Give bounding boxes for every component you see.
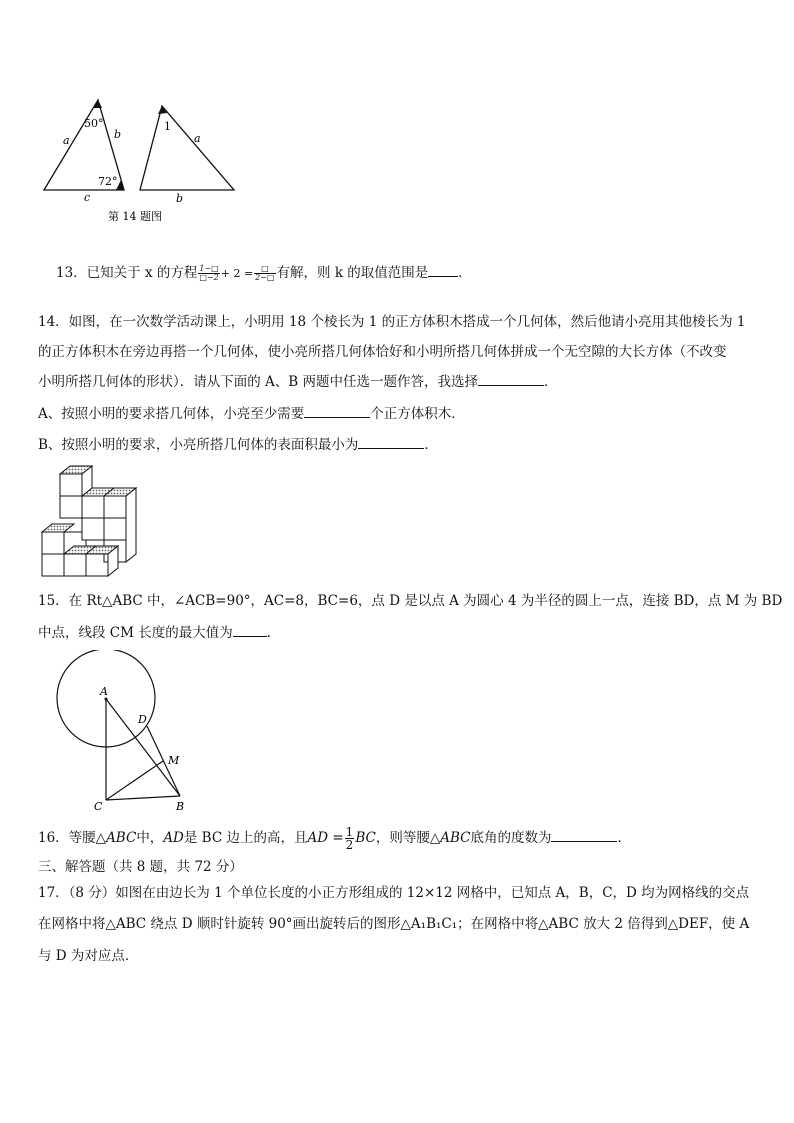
q14-line-2: 的正方体积木在旁边再搭一个几何体，使小亮所搭几何体恰好和小明所搭几何体拼成一个无空隙的大长方体（不改变 [38, 344, 727, 360]
q16-end: ． [617, 830, 631, 846]
cube-stack-figure [38, 462, 140, 580]
circle-triangle-figure [50, 650, 200, 816]
q13-fraction-1 [198, 265, 219, 282]
q13-plus2: + 2 = [220, 267, 254, 280]
q16-mid2: 是 BC 边上的高，且 [183, 830, 308, 846]
tri1-angle-right: 72° [98, 175, 118, 188]
q16-half [345, 826, 355, 851]
triangle-1 [44, 100, 124, 204]
q16-abc: ABC [106, 830, 137, 846]
q13-answer-blank[interactable] [428, 264, 458, 277]
label-c: C [94, 800, 103, 813]
q13-f1-num: 1−□ [199, 264, 219, 273]
q14-option-a-blank[interactable] [304, 405, 370, 418]
q16-eq: AD = [307, 830, 344, 846]
q16-mid1: 中， [136, 830, 164, 846]
q16-abc2: ABC [440, 830, 471, 846]
triangle-2 [140, 106, 234, 205]
label-a: A [100, 685, 108, 698]
q14-line-3 [38, 373, 558, 391]
q13-fraction-2 [254, 265, 275, 282]
figure-caption: 第 14 题图 [108, 210, 162, 223]
q15-answer-blank[interactable] [233, 624, 267, 637]
q13-f2-num: □ [254, 265, 275, 274]
q14-line-3-text: 小明所搭几何体的形状）．请从下面的 A、B 两题中任选一题作答，我选择 [38, 374, 479, 390]
q13-f2-den: 2−□ [255, 273, 275, 282]
q14-option-b-text: B、按照小明的要求，小亮所搭几何体的表面积最小为 [38, 437, 359, 453]
q14-option-a-end: 个正方体积木． [370, 406, 465, 422]
q14-line-3-end: ． [544, 374, 558, 390]
q16-half-den: 2 [345, 838, 354, 852]
question-16 [38, 826, 631, 851]
q13-f1-den: □−2 [199, 273, 219, 282]
tri2-side-right: a [194, 132, 201, 145]
section-3-heading: 三、解答题（共 8 题，共 72 分） [38, 859, 243, 875]
q15-line-2-end: ． [266, 625, 281, 641]
label-b: B [176, 800, 185, 813]
q14-option-b-blank[interactable] [358, 436, 424, 449]
tri1-side-bottom: c [84, 191, 91, 204]
q14-option-a [38, 405, 465, 423]
q14-line-1: 14．如图，在一次数学活动课上，小明用 18 个棱长为 1 的正方体积木搭成一个几何体，然后他请小亮用其他棱长为 1 [38, 314, 746, 330]
tri1-angle-top: 50° [84, 117, 104, 130]
q15-line-2 [38, 624, 280, 642]
q14-option-b-end: ． [424, 437, 438, 453]
q14-option-a-text: A、按照小明的要求搭几何体，小亮至少需要 [38, 406, 305, 422]
q17-line-3: 与 D 为对应点． [38, 948, 139, 964]
q16-half-num: 1 [345, 825, 354, 839]
q13-end: ． [458, 265, 472, 281]
q15-line-1: 15．在 Rt△ABC 中，∠ACB=90°，AC=8，BC=6，点 D 是以点 A 为圆心 4 为半径的圆上一点，连接 BD，点 M 为 BD [38, 593, 783, 609]
label-d: D [138, 713, 147, 726]
q16-bc: BC [355, 830, 376, 846]
triangles-figure [38, 92, 248, 232]
q14-option-b [38, 436, 438, 454]
q17-line-1: 17．（8 分）如图在由边长为 1 个单位长度的小正方形组成的 12×12 网格中，已知点 A，B，C，D 均为网格线的交点 [38, 885, 750, 901]
q16-suffix: 底角的度数为 [470, 830, 552, 846]
q16-answer-blank[interactable] [551, 829, 617, 842]
q15-line-2-text: 中点，线段 CM 长度的最大值为 [38, 625, 233, 641]
q13-suffix: 有解，则 k 的取值范围是 [276, 265, 429, 281]
tri2-angle-top: 1 [164, 120, 171, 133]
q16-ad: AD [163, 830, 184, 846]
q16-mid3: ，则等腰△ [375, 830, 441, 846]
tri1-side-left: a [63, 134, 70, 147]
tri1-side-right: b [114, 128, 122, 141]
q16-prefix: 16．等腰△ [38, 830, 107, 846]
q14-choice-blank[interactable] [478, 373, 544, 386]
tri2-side-bottom: b [176, 192, 184, 205]
label-m: M [168, 754, 180, 767]
question-13 [56, 264, 472, 283]
q13-prefix: 13．已知关于 x 的方程 [56, 265, 198, 281]
q17-line-2: 在网格中将△ABC 绕点 D 顺时针旋转 90°画出旋转后的图形△A₁B₁C₁；在网格中将△ABC 放大 2 倍得到△DEF，使 A [38, 916, 750, 932]
